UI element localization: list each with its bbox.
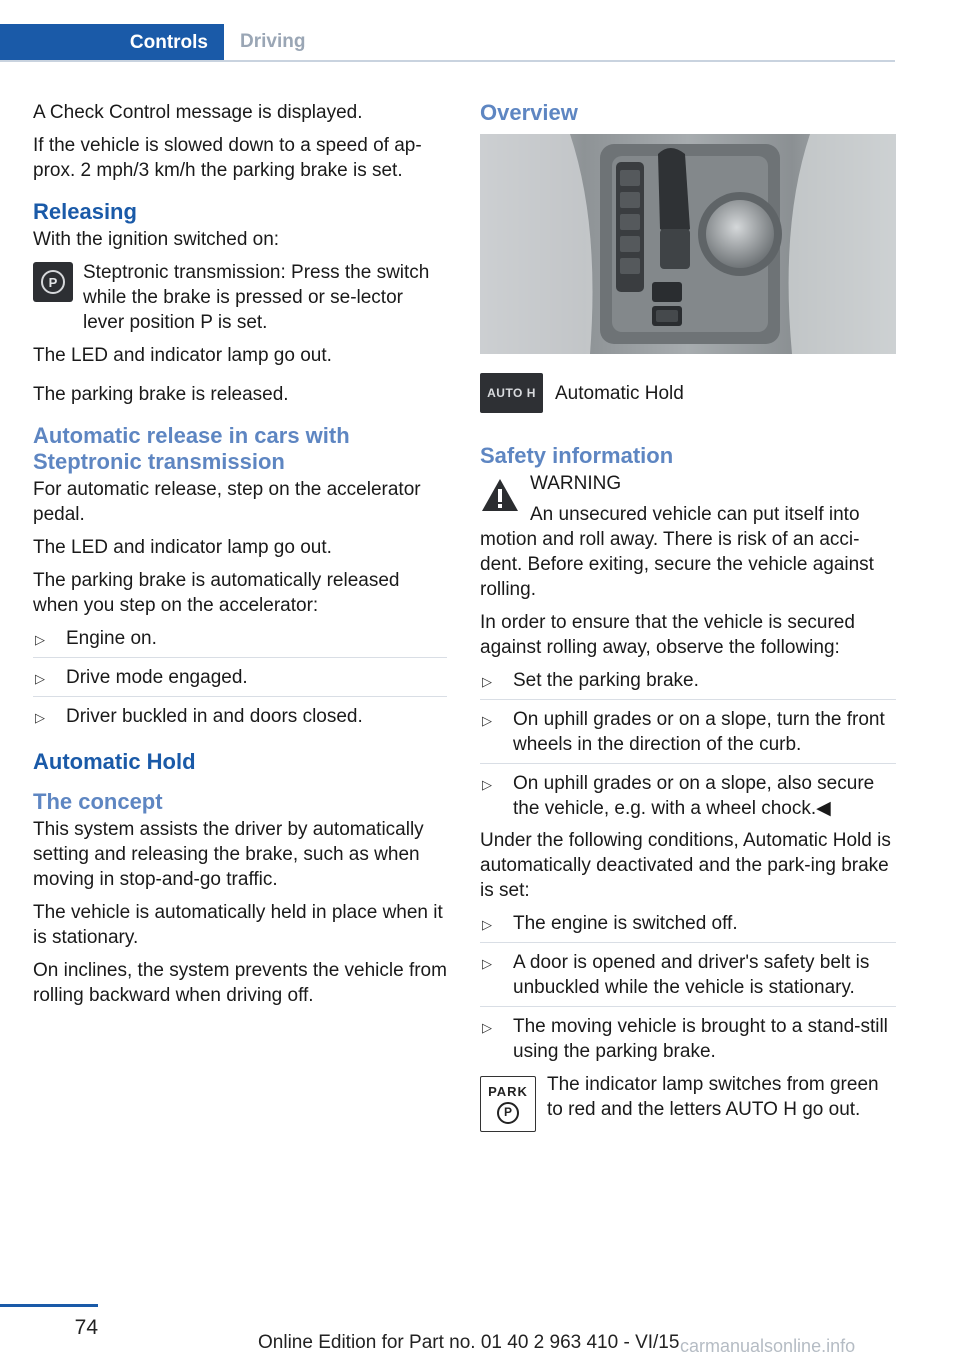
slowdown-text: If the vehicle is slowed down to a speed of ap‐prox. 2 mph/3 km/h the parking brake is set.: [33, 135, 422, 181]
p-circle-icon: P: [497, 1102, 519, 1124]
list-item: [480, 944, 896, 1007]
led-out-text-2: The LED and indicator lamp go out.: [33, 537, 332, 558]
secure-vehicle-list: [480, 668, 896, 827]
warning-text: An unsecured vehicle can put itself into motion and roll away. There is risk of an acci‐dent. Before exiting, secure the vehicle against rolling.: [480, 504, 874, 600]
auto-release-text: For automatic release, step on the accelerator pedal.: [33, 479, 421, 525]
indicator-lamp-note: [480, 1072, 896, 1122]
list-item-text: On uphill grades or on a slope, turn the front wheels in the direction of the curb.: [513, 709, 885, 755]
triangle-bullet-icon: ▷: [482, 777, 492, 792]
header-rule: [0, 60, 895, 62]
p-circle-icon: [41, 270, 65, 294]
triangle-bullet-icon: ▷: [35, 710, 45, 725]
right-column: [480, 100, 896, 1122]
left-column: [33, 100, 447, 1016]
auto-release-conditions: The parking brake is automatically released when you step on the accelerator:: [33, 570, 400, 616]
list-item-text: On uphill grades or on a slope, also secure the vehicle, e.g. with a wheel chock.◀: [513, 773, 875, 819]
safety-heading: Safety information: [480, 443, 674, 468]
led-out-text: The LED and indicator lamp go out.: [33, 345, 332, 366]
triangle-bullet-icon: ▷: [35, 632, 45, 647]
releasing-heading: Releasing: [33, 199, 137, 224]
center-console-photo: [480, 134, 896, 354]
triangle-bullet-icon: ▷: [482, 674, 492, 689]
auto-hold-legend: [480, 381, 896, 421]
triangle-bullet-icon: ▷: [35, 671, 45, 686]
auto-h-button-icon: AUTO H: [480, 373, 543, 413]
triangle-bullet-icon: ▷: [482, 956, 492, 971]
deactivate-conditions-list: [480, 911, 896, 1070]
auto-hold-label: Automatic Hold: [555, 383, 684, 404]
steptronic-instruction: [33, 260, 447, 335]
list-item: [33, 698, 447, 735]
list-item-text: The engine is switched off.: [513, 913, 738, 934]
list-item-text: Drive mode engaged.: [66, 667, 248, 688]
tab-controls[interactable]: Controls: [0, 24, 224, 62]
list-item: [480, 911, 896, 943]
auto-release-heading: Automatic release in cars with Steptronic transmission: [33, 423, 350, 474]
triangle-bullet-icon: ▷: [482, 713, 492, 728]
release-conditions-list: [33, 626, 447, 735]
concept-text-3: On inclines, the system prevents the vehicle from rolling backward when driving off.: [33, 960, 447, 1006]
park-label: PARK: [488, 1083, 528, 1099]
triangle-bullet-icon: ▷: [482, 917, 492, 932]
concept-heading: The concept: [33, 789, 163, 814]
steptronic-text: Steptronic transmission: Press the switch while the brake is pressed or se‐lector lever position P is set.: [83, 262, 430, 333]
chapter-header: [0, 24, 895, 62]
check-control-text: A Check Control message is displayed.: [33, 102, 363, 123]
tab-driving[interactable]: Driving: [240, 31, 306, 52]
list-item-text: Driver buckled in and doors closed.: [66, 706, 363, 727]
list-item: [33, 659, 447, 697]
deactivate-text: Under the following conditions, Automatic Hold is automatically deactivated and the park‐ing brake is set:: [480, 830, 891, 901]
released-text: The parking brake is released.: [33, 384, 289, 405]
overview-heading: Overview: [480, 100, 578, 125]
edition-text: Online Edition for Part no. 01 40 2 963 410 - VI/15: [258, 1332, 680, 1353]
watermark: carmanualsonline.info: [680, 1336, 856, 1356]
warning-block: [480, 471, 896, 496]
releasing-intro: With the ignition switched on:: [33, 229, 280, 250]
park-indicator-icon: [480, 1076, 536, 1132]
list-item-text: Set the parking brake.: [513, 670, 699, 691]
list-item: [480, 668, 896, 700]
footer-rule: [0, 1304, 98, 1307]
page-number: 74: [74, 1316, 98, 1339]
automatic-hold-heading: Automatic Hold: [33, 749, 196, 774]
ensure-text: In order to ensure that the vehicle is secured against rolling away, observe the following:: [480, 612, 855, 658]
list-item: [480, 765, 896, 827]
triangle-bullet-icon: ▷: [482, 1020, 492, 1035]
concept-text-2: The vehicle is automatically held in place when it is stationary.: [33, 902, 443, 948]
warning-triangle-icon: [480, 477, 520, 513]
parking-brake-switch-icon: [33, 262, 73, 302]
list-item: [480, 1008, 896, 1070]
warning-title: WARNING: [530, 473, 622, 494]
list-item-text: Engine on.: [66, 628, 157, 649]
list-item-text: The moving vehicle is brought to a stand‐still using the parking brake.: [513, 1016, 888, 1062]
list-item: [33, 626, 447, 658]
list-item: [480, 701, 896, 764]
list-item-text: A door is opened and driver's safety belt is unbuckled while the vehicle is stationary.: [513, 952, 870, 998]
indicator-text: The indicator lamp switches from green to red and the letters AUTO H go out.: [547, 1074, 879, 1120]
p-letter: P: [48, 274, 58, 290]
concept-text-1: This system assists the driver by automatically setting and releasing the brake, such as when moving in stop-and-go traffic.: [33, 819, 424, 890]
